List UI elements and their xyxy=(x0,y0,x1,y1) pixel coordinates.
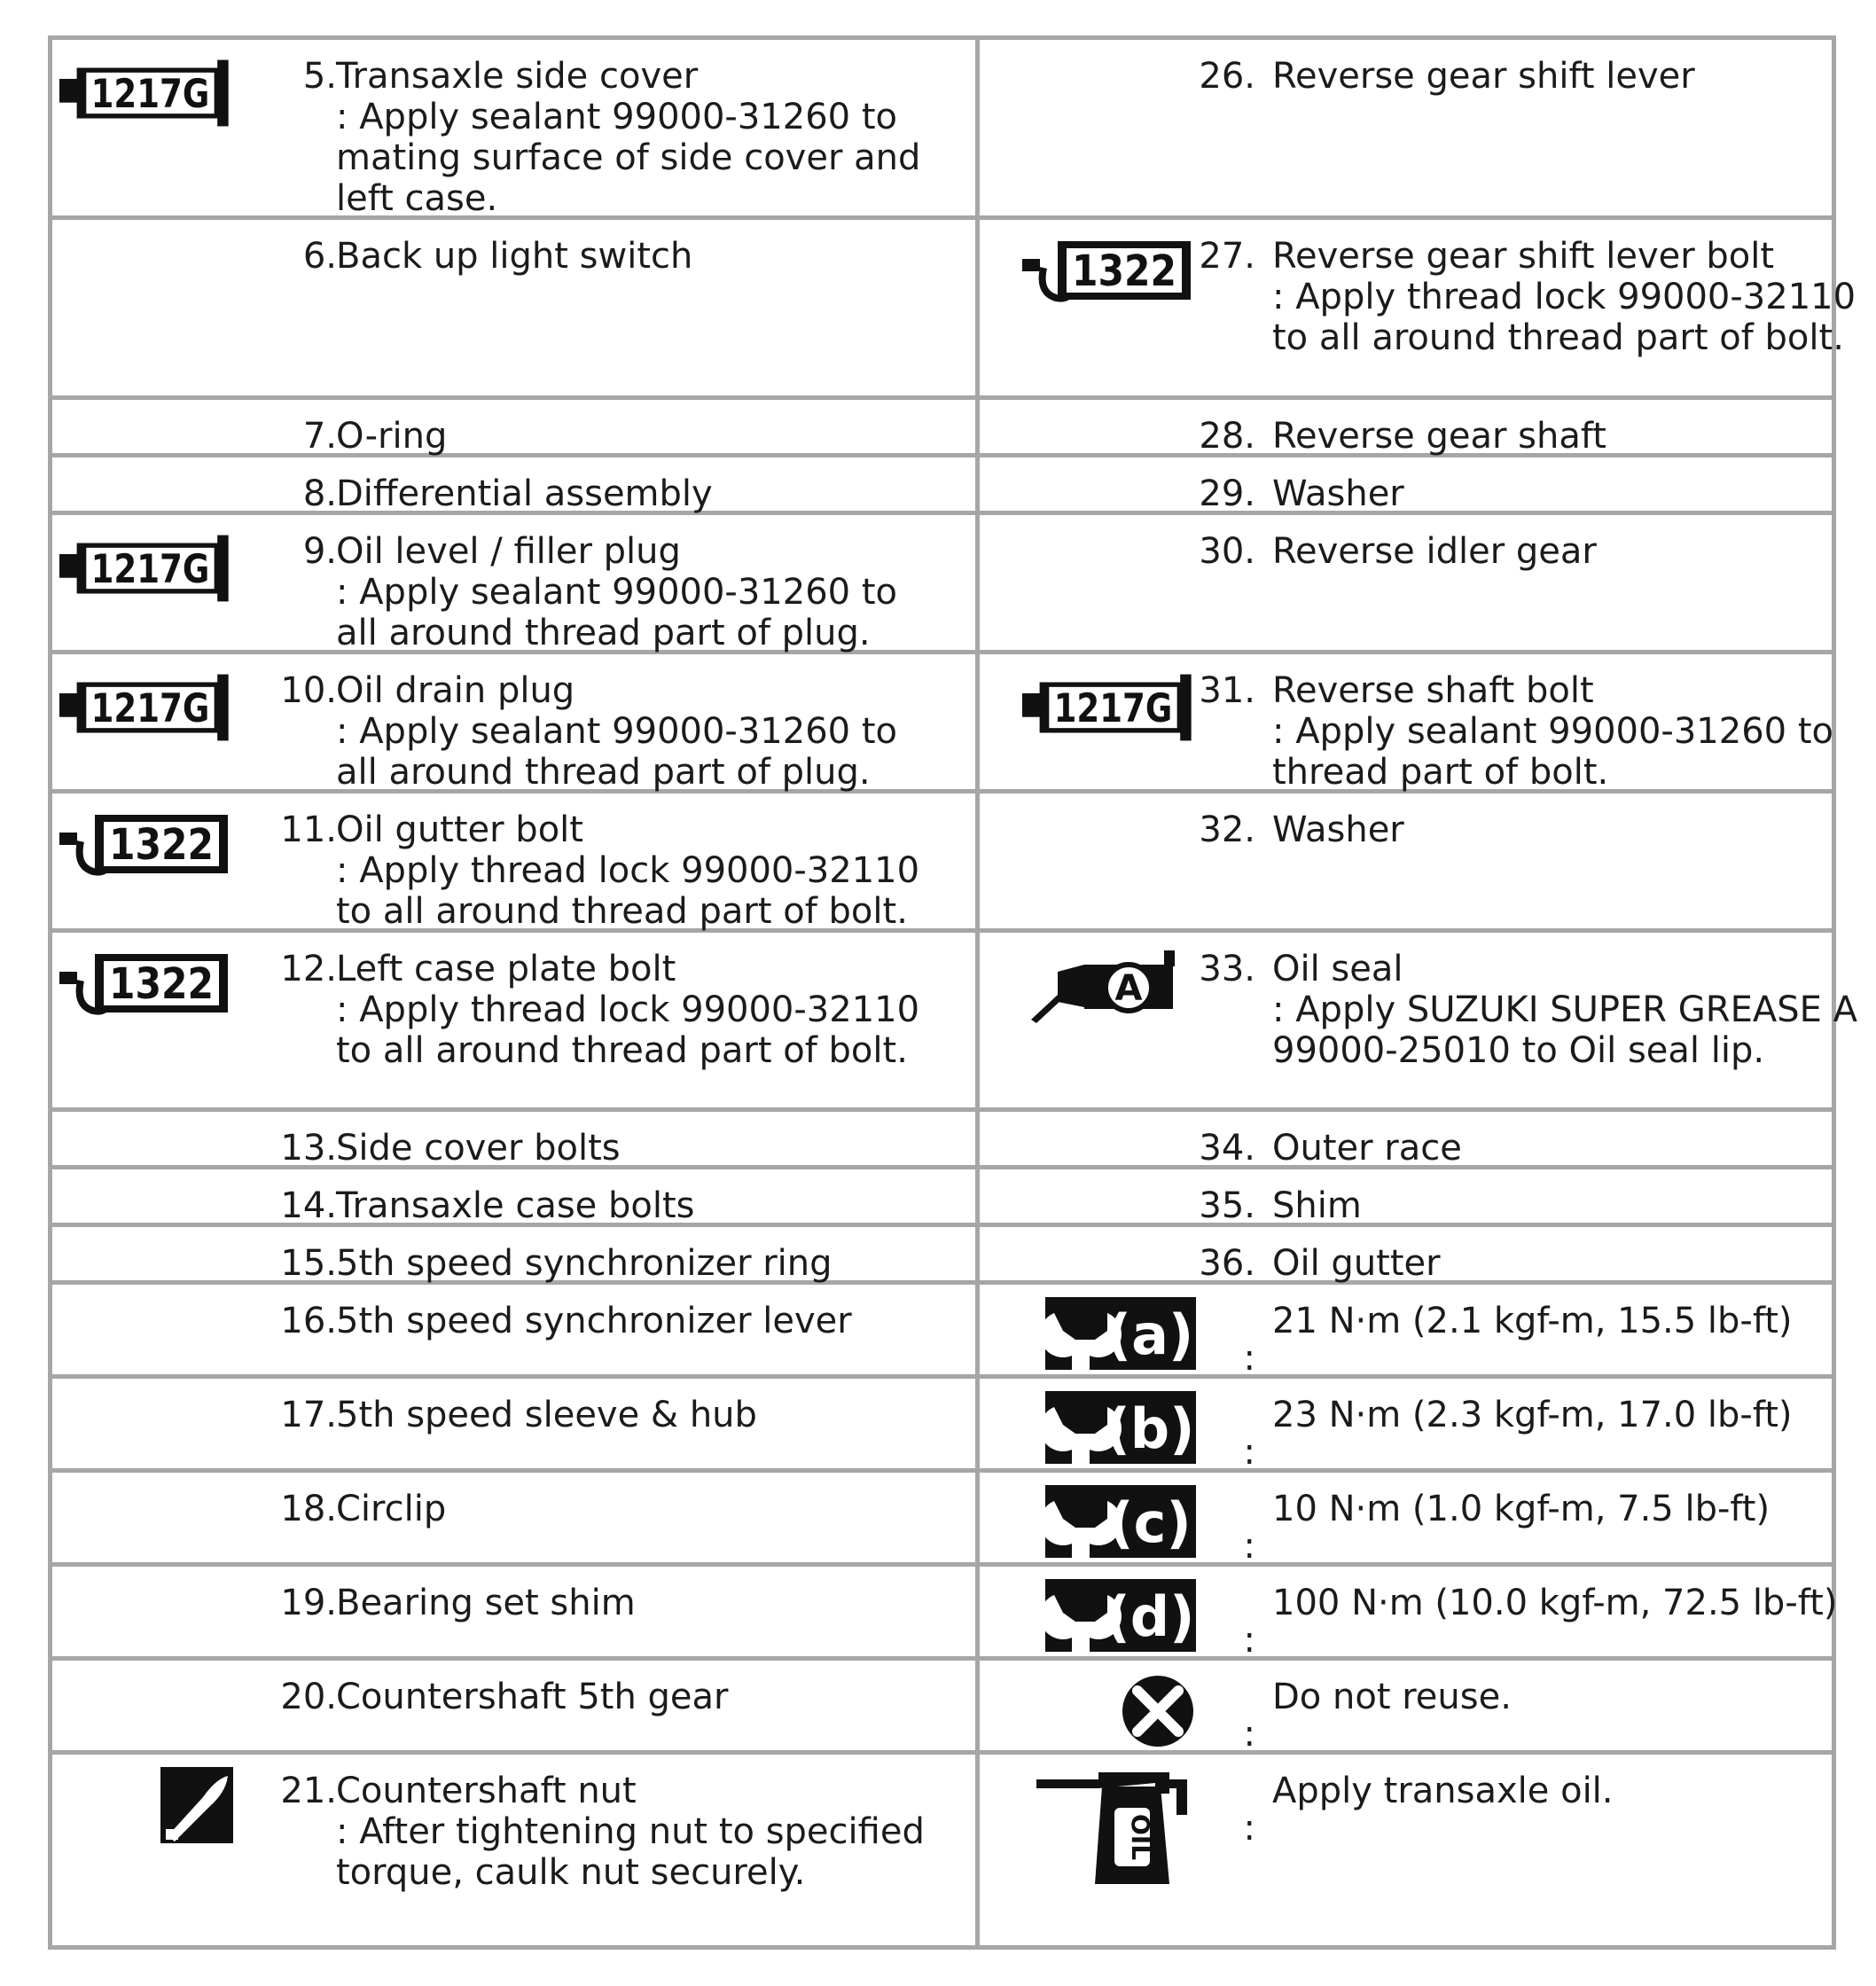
item-number: 12. xyxy=(280,949,337,989)
parts-legend-table xyxy=(48,35,1857,1950)
legend-cell-right xyxy=(978,398,1834,456)
svg-text:1322: 1322 xyxy=(109,820,214,870)
legend-row xyxy=(51,1377,1834,1471)
svg-text:A: A xyxy=(1114,968,1143,1009)
sealant-1217g-icon xyxy=(1022,667,1196,755)
item-description: Oil drain plug : Apply sealant 99000-31260 to all around thread part of plug. xyxy=(336,670,897,793)
legend-cell-left xyxy=(51,1377,978,1471)
item-description: Bearing set shim xyxy=(336,1583,636,1623)
legend-cell-right xyxy=(978,1110,1834,1168)
oil-can-icon xyxy=(1022,1762,1196,1886)
item-description: Shim xyxy=(1272,1185,1362,1226)
item-description: O-ring xyxy=(336,416,448,457)
legend-cell-left xyxy=(51,218,978,398)
torque-wrench-icon xyxy=(1022,1297,1196,1386)
item-number: 27. xyxy=(1199,236,1255,277)
item-description: Oil seal : Apply SUZUKI SUPER GREASE A 99000-25010 to Oil seal lip. xyxy=(1272,949,1857,1071)
torque-wrench-icon xyxy=(1022,1579,1196,1668)
legend-cell-right xyxy=(978,38,1834,218)
legend-cell-left xyxy=(51,1565,978,1659)
legend-cell-left xyxy=(51,653,978,792)
item-number: : xyxy=(1243,1808,1255,1849)
threadlock-1322-icon xyxy=(59,806,233,895)
item-description: Countershaft nut : After tightening nut to specified torque, caulk nut securely. xyxy=(336,1771,925,1893)
sealant-1217g-icon xyxy=(59,52,233,141)
item-number: : xyxy=(1243,1714,1255,1755)
item-number: 35. xyxy=(1199,1185,1255,1226)
item-number: 17. xyxy=(280,1395,337,1435)
legend-cell-right xyxy=(978,513,1834,653)
item-description: Oil gutter bolt : Apply thread lock 99000-32110 to all around thread part of bolt. xyxy=(336,809,920,932)
item-number: : xyxy=(1243,1338,1255,1379)
legend-row xyxy=(51,1168,1834,1225)
item-number: 32. xyxy=(1199,809,1255,850)
svg-text:1217G: 1217G xyxy=(90,546,210,593)
item-number: 18. xyxy=(280,1489,337,1529)
svg-text:1322: 1322 xyxy=(1072,246,1176,296)
legend-cell-left xyxy=(51,1659,978,1753)
item-number: 10. xyxy=(280,670,337,711)
sealant-1217g-icon xyxy=(59,528,233,616)
legend-cell-left xyxy=(51,1283,978,1377)
item-number: 16. xyxy=(280,1301,337,1341)
svg-text:(a): (a) xyxy=(1106,1302,1194,1367)
legend-cell-right xyxy=(978,1659,1834,1753)
svg-text:(c): (c) xyxy=(1108,1490,1192,1555)
item-number: 15. xyxy=(280,1243,337,1284)
item-number: 6. xyxy=(302,236,337,277)
item-number: 30. xyxy=(1199,531,1255,572)
item-number: 7. xyxy=(302,416,337,457)
legend-row xyxy=(51,398,1834,456)
legend-cell-right xyxy=(978,1168,1834,1225)
legend-row xyxy=(51,218,1834,398)
svg-text:1217G: 1217G xyxy=(90,685,210,732)
legend-cell-left xyxy=(51,792,978,931)
legend-cell-right xyxy=(978,1471,1834,1565)
legend-row xyxy=(51,1110,1834,1168)
item-number: 11. xyxy=(280,809,337,850)
item-description: 100 N·m (10.0 kgf-m, 72.5 lb-ft) xyxy=(1272,1583,1838,1623)
item-number: : xyxy=(1243,1432,1255,1473)
item-description: Circlip xyxy=(336,1489,447,1529)
item-number: 21. xyxy=(280,1771,337,1811)
legend-cell-right xyxy=(978,792,1834,931)
legend-cell-left xyxy=(51,1168,978,1225)
legend-cell-left xyxy=(51,456,978,513)
item-number: 34. xyxy=(1199,1128,1255,1169)
item-description: Reverse idler gear xyxy=(1272,531,1597,572)
legend-cell-left xyxy=(51,513,978,653)
item-number: : xyxy=(1243,1526,1255,1567)
item-number: 28. xyxy=(1199,416,1255,457)
item-number: 33. xyxy=(1199,949,1255,989)
legend-cell-left xyxy=(51,398,978,456)
item-description: Left case plate bolt : Apply thread lock 99000-32110 to all around thread part of bolt. xyxy=(336,949,920,1071)
caulk-icon xyxy=(59,1767,233,1856)
item-description: Side cover bolts xyxy=(336,1128,621,1169)
item-number: 9. xyxy=(302,531,337,572)
threadlock-1322-icon xyxy=(59,945,233,1034)
legend-cell-right xyxy=(978,653,1834,792)
threadlock-1322-icon xyxy=(1022,232,1196,321)
legend-row xyxy=(51,931,1834,1110)
legend-row xyxy=(51,1753,1834,1948)
sealant-1217g-icon xyxy=(59,667,233,755)
item-description: Do not reuse. xyxy=(1272,1677,1512,1717)
item-description: Transaxle side cover : Apply sealant 99000-31260 to mating surface of side cover and left case. xyxy=(336,56,921,219)
legend-row xyxy=(51,1659,1834,1753)
item-number: 5. xyxy=(302,56,337,97)
item-description: Reverse gear shift lever xyxy=(1272,56,1695,97)
item-number: 13. xyxy=(280,1128,337,1169)
item-description: Differential assembly xyxy=(336,473,713,514)
legend-cell-right xyxy=(978,1753,1834,1948)
svg-text:(b): (b) xyxy=(1105,1396,1195,1461)
legend-cell-right xyxy=(978,1225,1834,1283)
legend-row xyxy=(51,456,1834,513)
item-description: Oil gutter xyxy=(1272,1243,1441,1284)
item-description: 5th speed synchronizer ring xyxy=(336,1243,832,1284)
item-description: 21 N·m (2.1 kgf-m, 15.5 lb-ft) xyxy=(1272,1301,1793,1341)
item-number: 8. xyxy=(302,473,337,514)
item-description: 10 N·m (1.0 kgf-m, 7.5 lb-ft) xyxy=(1272,1489,1770,1529)
item-number: 29. xyxy=(1199,473,1255,514)
legend-cell-left xyxy=(51,1471,978,1565)
item-number: : xyxy=(1243,1620,1255,1661)
svg-text:1217G: 1217G xyxy=(90,71,210,118)
grease-a-icon xyxy=(1022,945,1196,1034)
legend-row xyxy=(51,1283,1834,1377)
do-not-reuse-icon xyxy=(1022,1673,1196,1762)
legend-cell-right xyxy=(978,1377,1834,1471)
svg-text:(d): (d) xyxy=(1105,1584,1195,1649)
torque-wrench-icon xyxy=(1022,1391,1196,1480)
legend-row xyxy=(51,1225,1834,1283)
item-description: 5th speed sleeve & hub xyxy=(336,1395,757,1435)
legend-row xyxy=(51,792,1834,931)
svg-text:1322: 1322 xyxy=(109,959,214,1009)
legend-row xyxy=(51,1565,1834,1659)
svg-text:1217G: 1217G xyxy=(1053,685,1173,732)
item-description: Reverse gear shift lever bolt : Apply thread lock 99000-32110 to all around thread part of bolt. xyxy=(1272,236,1856,358)
legend-cell-right xyxy=(978,1565,1838,1661)
legend-cell-left xyxy=(51,1753,978,1948)
legend-cell-left xyxy=(51,1110,978,1168)
item-description: 23 N·m (2.3 kgf-m, 17.0 lb-ft) xyxy=(1272,1395,1793,1435)
item-number: 26. xyxy=(1199,56,1255,97)
item-number: 31. xyxy=(1199,670,1255,711)
legend-row xyxy=(51,1471,1834,1565)
torque-wrench-icon xyxy=(1022,1485,1196,1574)
item-description: Washer xyxy=(1272,473,1404,514)
legend-cell-left xyxy=(51,931,978,1110)
item-number: 36. xyxy=(1199,1243,1255,1284)
legend-cell-left xyxy=(51,38,978,218)
legend-row xyxy=(51,513,1834,653)
item-description: Reverse shaft bolt : Apply sealant 99000-31260 to thread part of bolt. xyxy=(1272,670,1833,793)
legend-row xyxy=(51,38,1834,218)
item-description: Reverse gear shaft xyxy=(1272,416,1606,457)
item-description: Outer race xyxy=(1272,1128,1462,1169)
item-description: 5th speed synchronizer lever xyxy=(336,1301,852,1341)
svg-text:OIL: OIL xyxy=(1126,1813,1155,1861)
item-number: 20. xyxy=(280,1677,337,1717)
item-description: Transaxle case bolts xyxy=(336,1185,695,1226)
legend-cell-right xyxy=(978,218,1856,398)
legend-cell-right xyxy=(978,456,1834,513)
item-number: 14. xyxy=(280,1185,337,1226)
item-number: 19. xyxy=(280,1583,337,1623)
item-description: Washer xyxy=(1272,809,1404,850)
legend-row xyxy=(51,653,1834,792)
item-description: Back up light switch xyxy=(336,236,693,277)
legend-cell-left xyxy=(51,1225,978,1283)
item-description: Apply transaxle oil. xyxy=(1272,1771,1614,1811)
item-description: Countershaft 5th gear xyxy=(336,1677,729,1717)
legend-cell-right xyxy=(978,1283,1834,1377)
item-description: Oil level / filler plug : Apply sealant 99000-31260 to all around thread part of plug. xyxy=(336,531,897,653)
legend-cell-right xyxy=(978,931,1857,1110)
